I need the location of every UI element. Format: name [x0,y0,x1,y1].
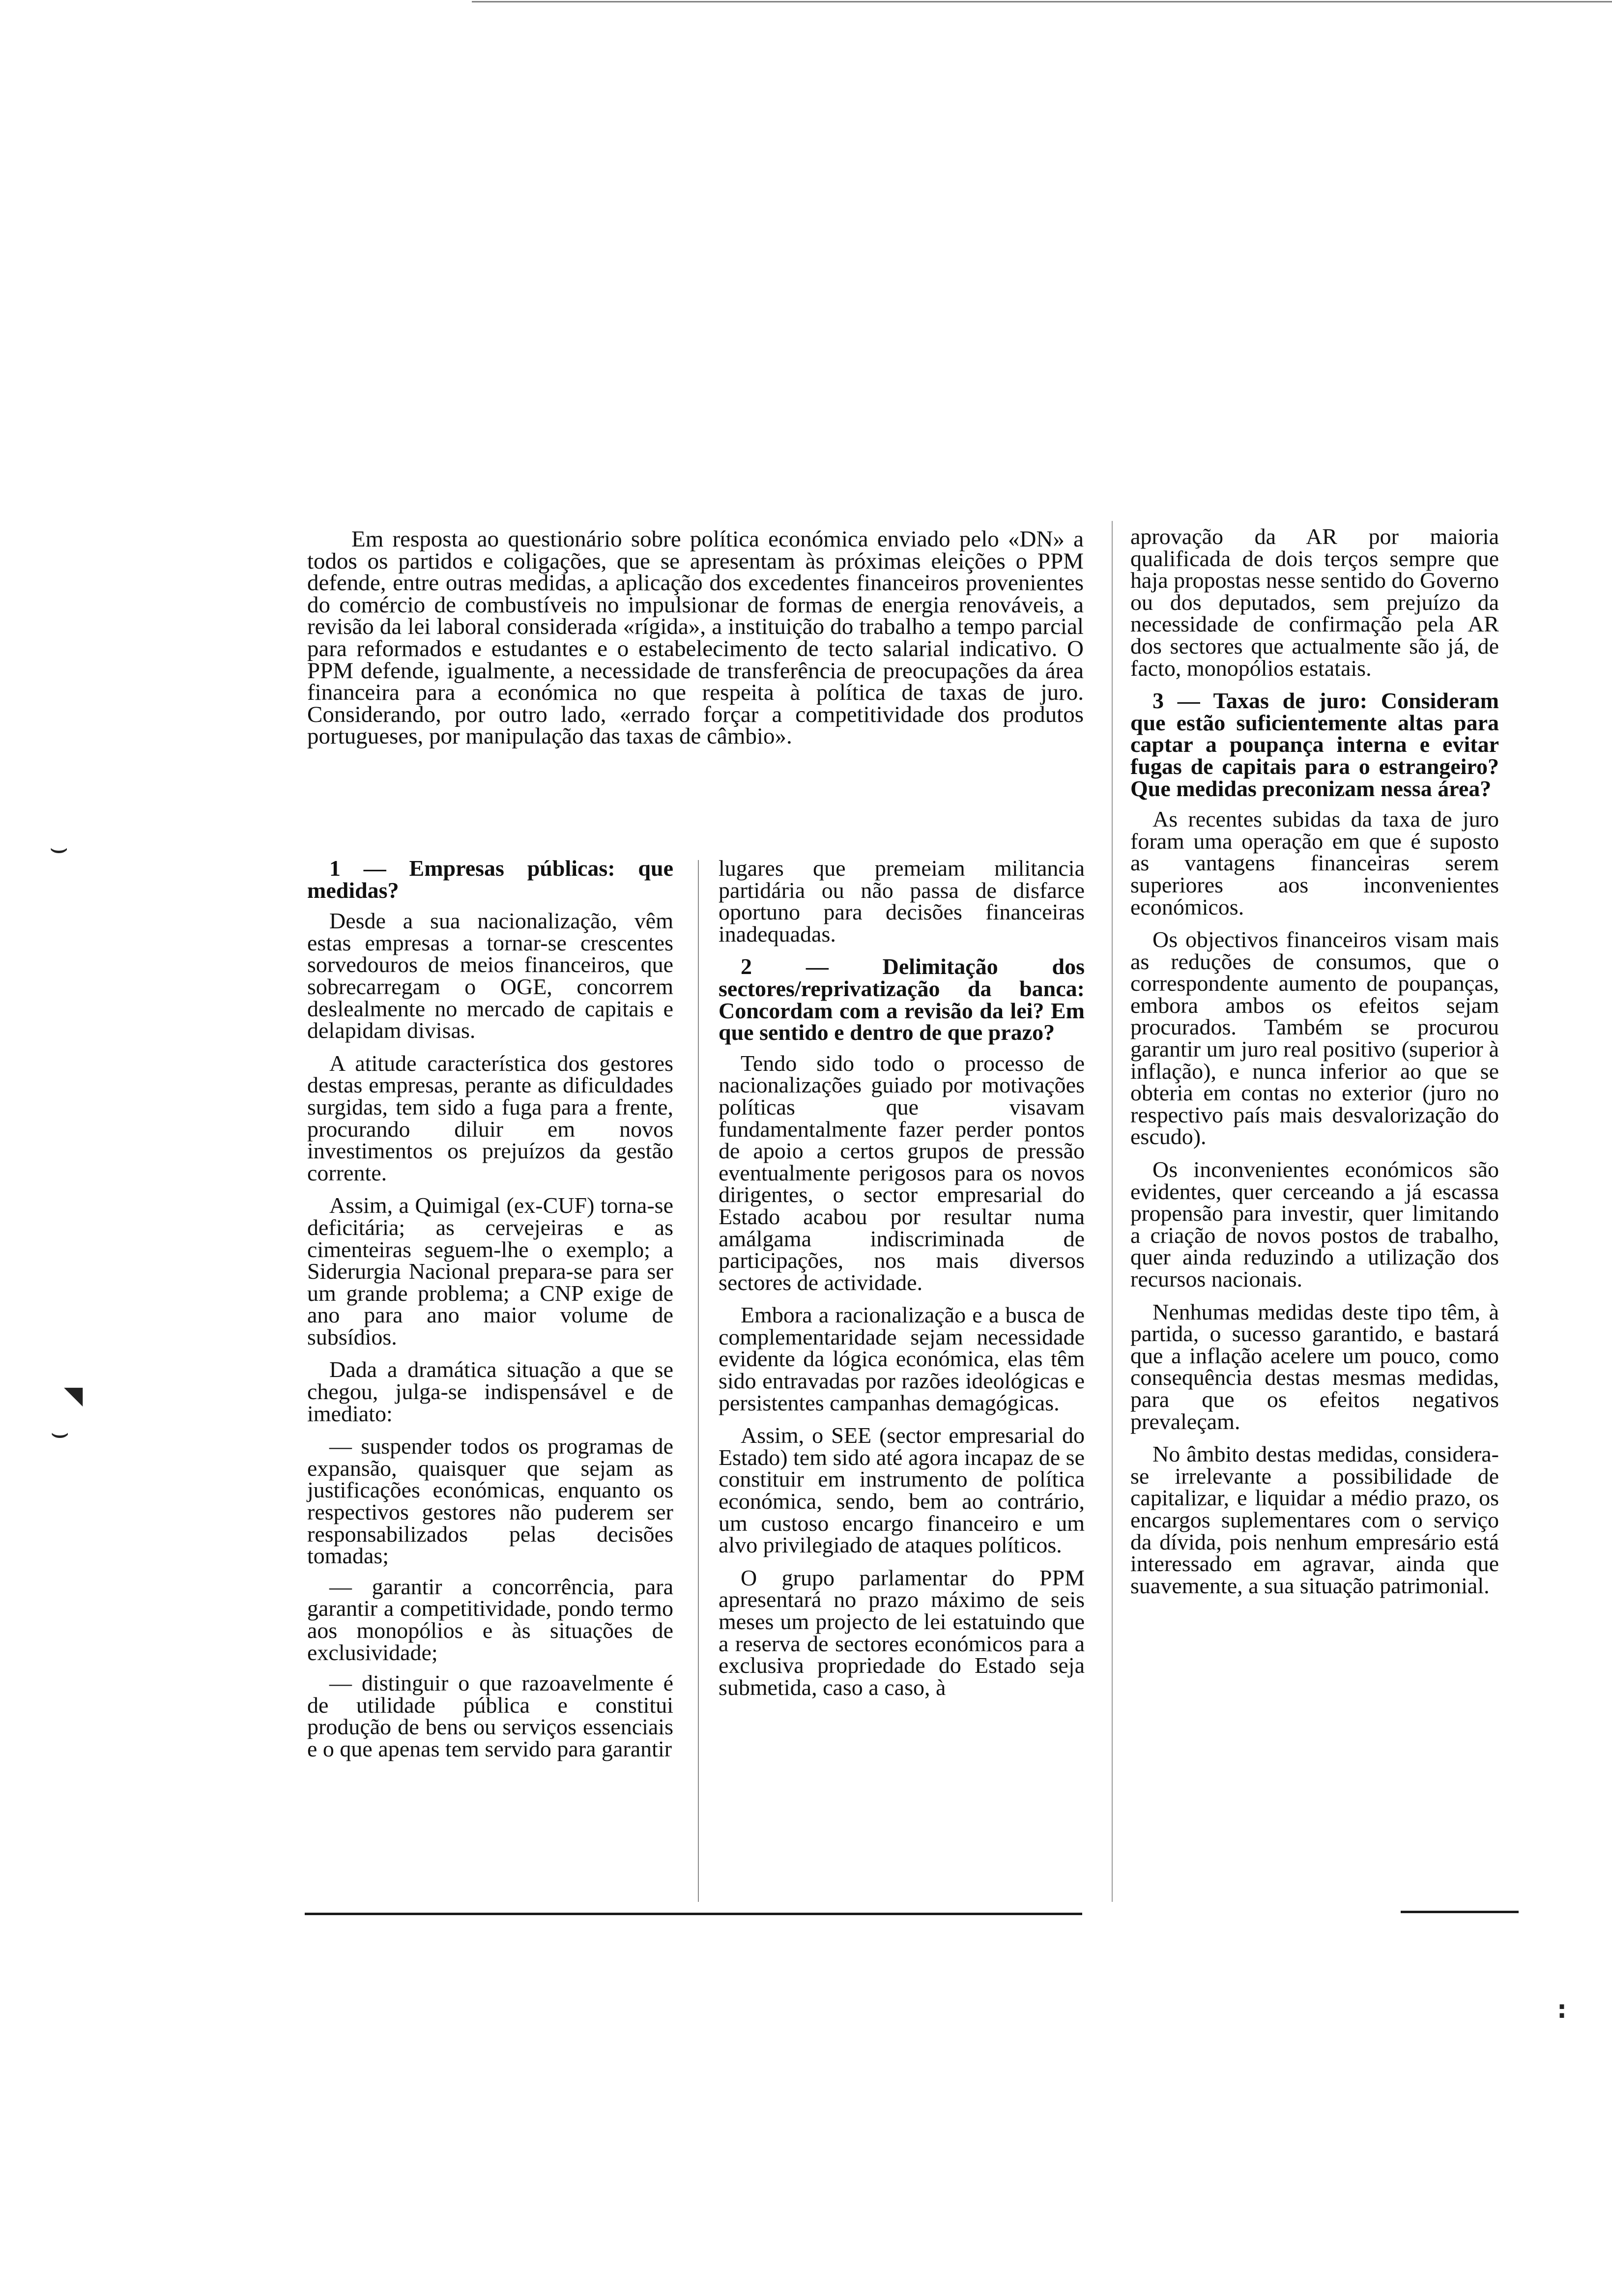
paragraph: O grupo parlamentar do PPM apresentará no prazo máximo de seis meses um projecto de lei estatuindo que a reserva de sectores económicos para a exclusiva propriedade do Estado seja submetida, caso a caso, à [719,1565,1085,1700]
list-item: — distinguir o que razoavelmente é de utilidade pública e constitui produção de bens ou serviços essenciais e o que apenas tem servido para garantir [307,1670,673,1761]
punch-hole-mark: ⌣ [49,831,69,865]
paragraph: No âmbito destas medidas, considera-se irrelevante a possibilidade de capitalizar, e liquidar a médio prazo, os encargos suplementares com o serviço da dívida, pois nenhum empresário está interessado em agravar, ainda que suavemente, a sua situação patrimonial. [1130,1441,1499,1598]
column-divider [1112,521,1113,1902]
intro-paragraph: Em resposta ao questionário sobre política económica enviado pelo «DN» a todos os partidos e coligações, que se apresentam às próximas eleições o PPM defende, entre outras medidas, a aplicação dos excedentes financeiros provenientes do comércio de combustíveis no impulsionar de formas de energia renováveis, a revisão da lei laboral considerada «rígida», a instituição do trabalho a tempo parcial para reformados e estudantes e o estabelecimento de tecto salarial indicativo. O PPM defende, igualmente, a necessidade de transferência de preocupações da área financeira para a económica no que respeita à política de taxas de juro. Considerando, por outro lado, «errado forçar a competitividade dos produtos portugueses, por manipulação das taxas de câmbio». [307,526,1084,749]
paragraph: Embora a racionalização e a busca de complementaridade sejam necessidade evidente da lógica económica, elas têm sido entravadas por razões ideológicas e persistentes campanhas demagógicas. [719,1302,1085,1415]
paragraph: Assim, a Quimigal (ex-CUF) torna-se deficitária; as cervejeiras e as cimenteiras seguem-lhe o exemplo; a Siderurgia Nacional prepara-se para ser um grande problema; a CNP exige de ano para ano maior volume de subsídios. [307,1193,673,1349]
list-item: — suspender todos os programas de expansão, quaisquer que sejam as justificações económicas, enquanto os respectivos gestores não puderem ser responsabilizados pelas decisões tomadas; [307,1434,673,1569]
column-2 [719,858,1085,1709]
list-item: — garantir a concorrência, para garantir a competitividade, pondo termo aos monopólios e às situações de exclusividade; [307,1574,673,1665]
speck-mark: : [1557,1995,1567,2024]
paragraph: Os objectivos financeiros visam mais as reduções de consumos, que o correspondente aumento de poupanças, embora ambos os efeitos sejam procurados. Também se procurou garantir um juro real positivo (superior à inflação), e nunca inferior ao que se obteria em contas no exterior (juro no respectivo país mais desvalorização do escudo). [1130,927,1499,1149]
paragraph: Desde a sua nacionalização, vêm estas empresas a tornar-se crescentes sorvedouros de meios financeiros, que sobrecarregam o OGE, concorrem deslealmente no mercado de capitais e delapidam divisas. [307,908,673,1043]
heading-taxas-de-juro: 3 — Taxas de juro: Consideram que estão suficientemente altas para captar a poupança interna e evitar fugas de capitais para o estrangeiro? Que medidas preconizam nessa área? [1130,688,1499,801]
paragraph: aprovação da AR por maioria qualificada de dois terços sempre que haja propostas nesse sentido do Governo ou dos deputados, sem prejuízo da necessidade de confirmação pela AR dos sectores que actualmente são já, de facto, monopólios estatais. [1130,524,1499,681]
heading-empresas-publicas: 1 — Empresas públicas: que medidas? [307,856,673,903]
punch-hole-mark: ⌣ [50,1415,70,1450]
column-3 [1130,526,1499,1607]
paragraph: Nenhumas medidas deste tipo têm, à partida, o sucesso garantido, e bastará que a inflação acelere um pouco, como consequência destas mesmas medidas, para que os efeitos negativos prevaleçam. [1130,1299,1499,1434]
heading-delimitacao-sectores: 2 — Delimitação dos sectores/reprivatização da banca: Concordam com a revisão da lei? Em que sentido e dentro de que prazo? [719,954,1085,1045]
top-border-line [472,1,1612,2]
bottom-rule [1401,1911,1519,1913]
column-divider [698,860,699,1902]
bottom-rule [305,1913,1082,1915]
paragraph: As recentes subidas da taxa de juro foram uma operação em que é suposto as vantagens financeiras serem superiores aos inconvenientes económicos. [1130,806,1499,919]
paragraph: Dada a dramática situação a que se chegou, julga-se indispensável e de imediato: [307,1357,673,1426]
intro-paragraph-block [307,528,1084,747]
paragraph: A atitude característica dos gestores destas empresas, perante as dificuldades surgidas, tem sido a fuga para a frente, procurando diluir em novos investimentos os prejuízos da gestão corrente. [307,1050,673,1185]
paragraph: Os inconvenientes económicos são evidentes, quer cerceando a já escassa propensão para investir, quer limitando a criação de novos postos de trabalho, quer ainda reduzindo a utilização dos recursos nacionais. [1130,1157,1499,1292]
paragraph: Assim, o SEE (sector empresarial do Estado) tem sido até agora incapaz de se constituir em instrumento de política económica, sendo, bem ao contrário, um custoso encargo financeiro e um alvo privilegiado de ataques políticos. [719,1423,1085,1558]
paragraph: lugares que premeiam militancia partidária ou não passa de disfarce oportuno para decisões financeiras inadequadas. [719,856,1085,947]
column-1 [307,858,673,1769]
punch-hole-mark: ◥ [64,1381,83,1409]
paragraph: Tendo sido todo o processo de nacionalizações guiado por motivações políticas que visavam fundamentalmente fazer perder pontos de apoio a certos grupos de pressão eventualmente perigosos para os novos dirigentes, o sector empresarial do Estado acabou por resultar numa amálgama indiscriminada de participações, nos mais diversos sectores de actividade. [719,1050,1085,1295]
